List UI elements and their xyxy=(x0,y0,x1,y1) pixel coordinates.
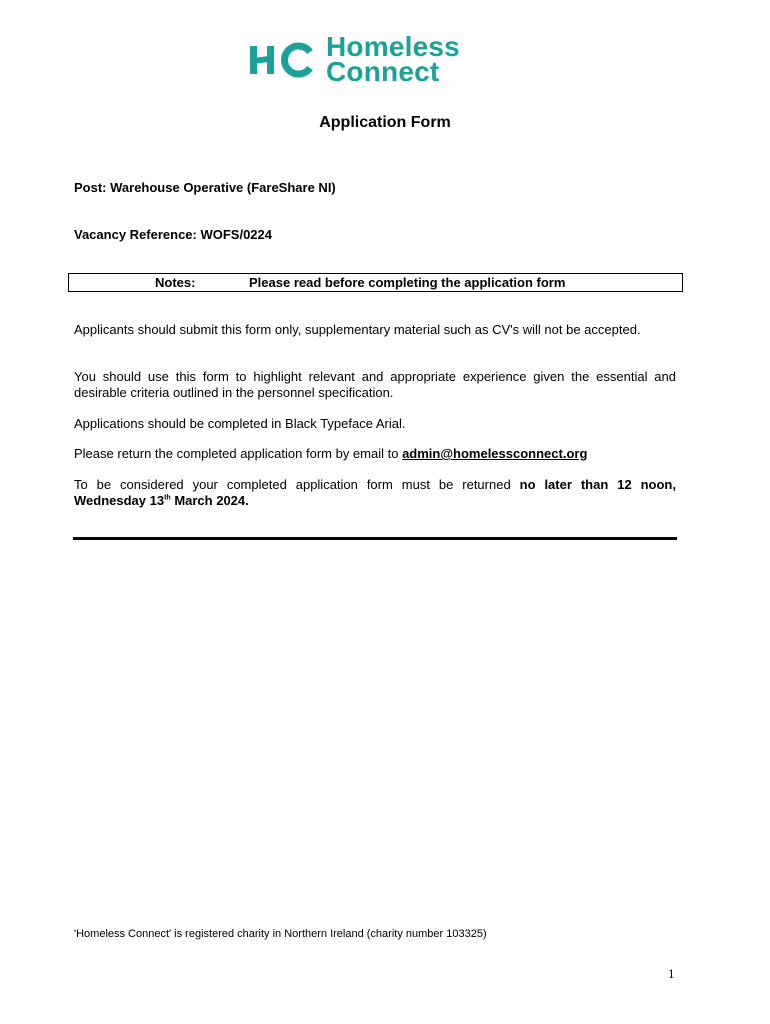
return-email-text: Please return the completed application form by email to xyxy=(74,446,403,461)
vacancy-reference: Vacancy Reference: WOFS/0224 xyxy=(74,227,272,242)
page-title: Application Form xyxy=(319,114,451,131)
logo-line-homeless: Homeless xyxy=(326,31,460,62)
logo-wordmark xyxy=(326,31,460,87)
page-number: 1 xyxy=(668,966,675,981)
charity-footer-note: 'Homeless Connect' is registered charity in Northern Ireland (charity number 103325) xyxy=(74,928,487,940)
horizontal-rule xyxy=(73,537,677,540)
deadline-intro-text: To be considered your completed application form must be returned xyxy=(74,477,520,492)
paragraph-deadline xyxy=(74,477,676,509)
hc-monogram-icon xyxy=(248,42,320,78)
notes-label: Notes: xyxy=(155,275,196,290)
homeless-connect-logo xyxy=(248,31,498,90)
notes-box xyxy=(68,273,683,292)
post-title: Post: Warehouse Operative (FareShare NI) xyxy=(74,180,336,195)
notes-text: Please read before completing the application form xyxy=(249,275,566,290)
deadline-date-text: no later than 12 noon, Wednesday 13 xyxy=(74,477,676,508)
email-link[interactable]: admin@homelessconnect.org xyxy=(402,446,588,461)
deadline-date-month: March 2024. xyxy=(170,493,249,508)
paragraph-submission: Applicants should submit this form only, supplementary material such as CV's will not be accepted. xyxy=(74,322,641,337)
paragraph-criteria: You should use this form to highlight relevant and appropriate experience given the essential and desirable criteria outlined in the personnel specification. xyxy=(74,369,676,400)
paragraph-return-email xyxy=(74,446,676,462)
deadline-date-suffix: th xyxy=(164,494,171,502)
paragraph-typeface: Applications should be completed in Black Typeface Arial. xyxy=(74,416,406,431)
logo-line-connect: Connect xyxy=(326,56,440,87)
